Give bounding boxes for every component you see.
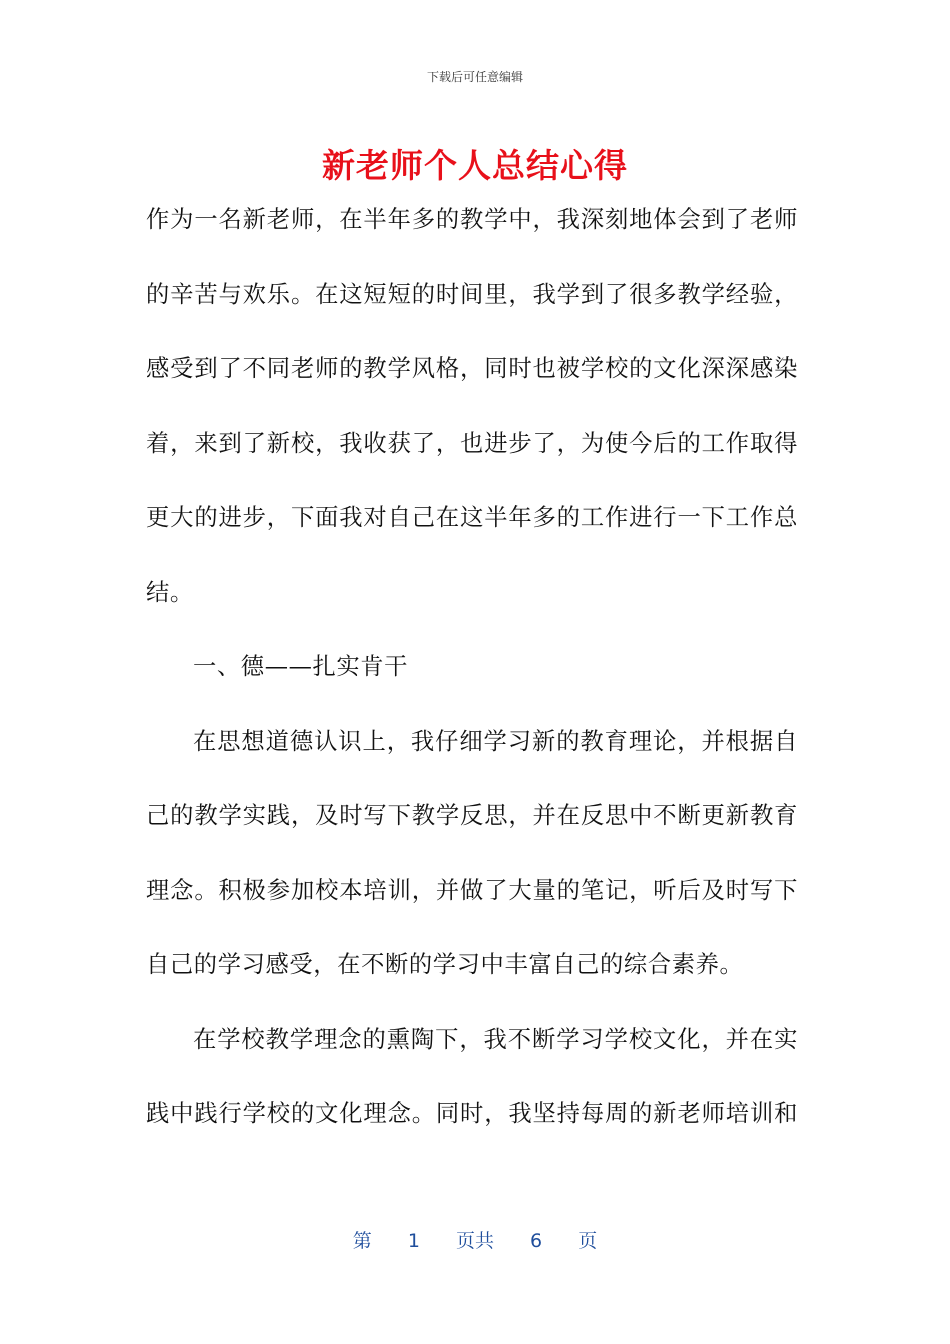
footer-current-page: 1	[407, 1230, 420, 1252]
document-title: 新老师个人总结心得	[322, 146, 628, 185]
text-line: 在学校教学理念的熏陶下，我不断学习学校文化，并在实	[193, 1025, 798, 1053]
text-line: 着，来到了新校，我收获了，也进步了，为使今后的工作取得	[146, 429, 798, 457]
text-line: 更大的进步，下面我对自己在这半年多的工作进行一下工作总	[146, 504, 798, 531]
text-line: 践中践行学校的文化理念。同时，我坚持每周的新老师培训和	[146, 1100, 798, 1127]
footer-prefix: 第	[352, 1230, 372, 1252]
page-footer	[0, 1226, 950, 1253]
text-line: 作为一名新老师，在半年多的教学中，我深刻地体会到了老师	[146, 206, 798, 233]
text-line: 一、德——扎实肯干	[193, 653, 409, 680]
header-note: 下载后可任意编辑	[426, 70, 523, 84]
text-line: 在思想道德认识上，我仔细学习新的教育理论，并根据自	[193, 727, 798, 755]
text-line: 理念。积极参加校本培训，并做了大量的笔记，听后及时写下	[146, 876, 798, 904]
text-line: 结。	[146, 578, 194, 606]
text-line: 的辛苦与欢乐。在这短短的时间里，我学到了很多教学经验，	[146, 280, 798, 308]
footer-suffix: 页	[578, 1230, 598, 1252]
text-line: 己的教学实践，及时写下教学反思，并在反思中不断更新教育	[146, 802, 798, 829]
text-line: 感受到了不同老师的教学风格，同时也被学校的文化深深感染	[146, 355, 798, 382]
footer-middle: 页共	[455, 1230, 494, 1252]
footer-total-pages: 6	[530, 1230, 543, 1252]
body-text	[146, 190, 798, 1159]
text-line: 自己的学习感受，在不断的学习中丰富自己的综合素养。	[146, 951, 744, 978]
